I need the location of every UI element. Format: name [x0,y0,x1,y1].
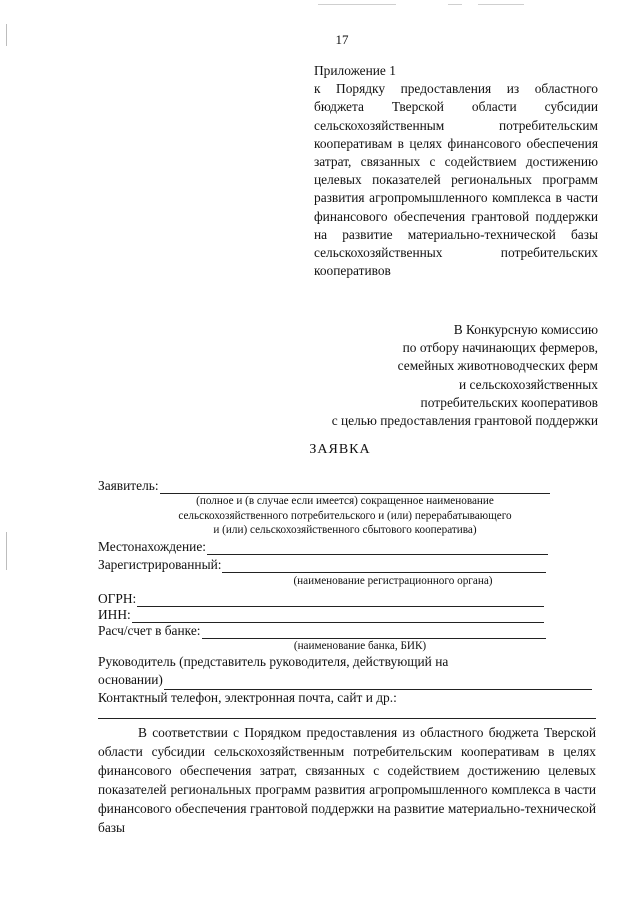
inn-label: ИНН: [98,607,131,622]
contacts-input-line[interactable] [98,717,596,719]
scan-artifact [448,4,462,5]
page-number: 17 [335,32,349,47]
applicant-hint-line: сельскохозяйственного потребительского и (или) перерабатывающего [178,509,512,522]
head-input-line[interactable] [164,675,592,690]
addressee-line: потребительских кооперативов [420,394,598,410]
appendix-body: к Порядку предоставления из областного бюджета Тверской области субсидии сельскохозяйственным потребительским кооперативам в целях финансового обеспечения затрат, связанных с содействием достижению целевых показателей региональных программ развития агропромышленного комплекса в части финансового обеспечения грантовой поддержки на развитие материально-технической базы сельскохозяйственных потребительских кооперативов [314,81,598,279]
addressee-block [268,321,598,430]
addressee-line: по отбору начинающих фермеров, [402,340,598,356]
main-paragraph-text: В соответствии с Порядком предоставления из областного бюджета Тверской области субсидии сельскохозяйственным потребительским кооперативам в целях финансового обеспечения затрат, связанных с содействием достижению целевых показателей региональных программ развития агропромышленного комплекса в части финансового обеспечения грантовой поддержки на развитие материально-технической базы [98,725,596,835]
scan-edge-mark [6,532,7,570]
addressee-line: В Конкурсную комиссию [453,322,598,337]
scan-artifact [318,4,396,5]
addressee-line: и сельскохозяйственных [459,376,598,392]
applicant-hint [98,494,592,538]
addressee-line: семейных животноводческих ферм [397,358,598,374]
appendix-header [314,62,598,280]
registered-label: Зарегистрированный: [98,557,222,572]
bank-hint: (наименование банка, БИК) [293,640,427,652]
appendix-title: Приложение 1 [314,63,396,78]
scan-artifact [478,4,524,5]
registered-input-line[interactable] [222,559,546,573]
inn-input-line[interactable] [132,609,544,623]
ogrn-input-line[interactable] [137,593,544,607]
location-input-line[interactable] [207,541,548,555]
location-field[interactable] [98,539,548,555]
addressee-line: с целью предоставления грантовой поддержки [331,413,598,429]
main-paragraph [98,724,596,837]
bank-account-label: Расч/счет в банке: [98,623,201,638]
contacts-field[interactable] [98,690,596,706]
applicant-field[interactable] [98,478,550,494]
ogrn-field[interactable] [98,591,544,607]
location-label: Местонахождение: [98,539,206,554]
applicant-label: Заявитель: [98,478,159,493]
document-title: ЗАЯВКА [309,442,371,457]
bank-account-input-line[interactable] [202,625,546,639]
registered-hint: (наименование регистрационного органа) [293,575,493,587]
head-label: Руководитель (представитель руководителя, действующий на [98,654,449,669]
ogrn-label: ОГРН: [98,591,137,606]
head-label-basis: основании) [98,672,163,688]
applicant-input-line[interactable] [160,480,550,494]
registered-field[interactable] [98,557,546,573]
inn-field[interactable] [98,607,544,623]
applicant-hint-line: и (или) сельскохозяйственного сбытового кооператива) [213,524,477,536]
bank-account-field[interactable] [98,623,546,639]
head-field[interactable] [98,653,592,690]
contacts-label: Контактный телефон, электронная почта, сайт и др.: [98,690,397,705]
applicant-hint-line: (полное и (в случае если имеется) сокращенное наименование [196,495,494,507]
